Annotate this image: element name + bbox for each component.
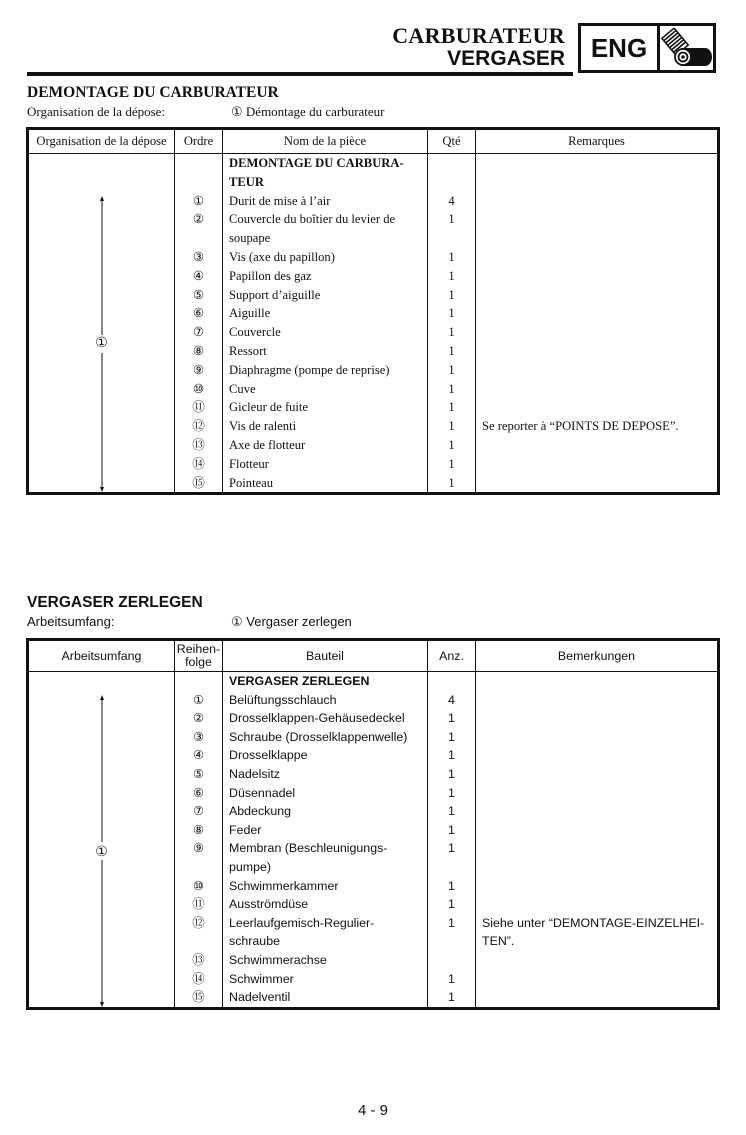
part-name: soupape bbox=[229, 231, 271, 246]
spacer bbox=[428, 154, 475, 173]
section-subtitle-fr bbox=[27, 104, 385, 120]
quantity: 1 bbox=[448, 971, 455, 986]
remark bbox=[476, 895, 717, 914]
remark bbox=[476, 304, 717, 323]
quantity: 4 bbox=[448, 692, 455, 707]
part-name: Belüftungsschlauch bbox=[229, 692, 337, 707]
quantity bbox=[428, 951, 475, 970]
chapter-title-fr: CARBURATEUR bbox=[392, 23, 565, 48]
section-badge-label: ENG bbox=[581, 26, 660, 70]
quantity: 4 bbox=[448, 193, 455, 208]
quantity bbox=[428, 858, 475, 877]
quantity: 1 bbox=[448, 362, 455, 377]
spacer bbox=[428, 672, 475, 691]
part-name: Membran (Beschleunigungs- bbox=[229, 841, 388, 856]
quantity: 1 bbox=[448, 841, 455, 856]
remark bbox=[476, 802, 717, 821]
remark bbox=[476, 323, 717, 342]
order-number: ⑦ bbox=[192, 804, 205, 819]
section-title-de: VERGASER ZERLEGEN bbox=[27, 594, 203, 611]
chapter-title-de: VERGASER bbox=[447, 47, 565, 70]
remark bbox=[476, 248, 717, 267]
spacer bbox=[175, 932, 222, 951]
order-number: ⑨ bbox=[192, 841, 205, 856]
quantity: 1 bbox=[448, 748, 455, 763]
part-name: Ressort bbox=[229, 343, 267, 358]
arrow-down-icon bbox=[100, 1002, 104, 1007]
order-number: ③ bbox=[192, 249, 205, 264]
part-name: pumpe) bbox=[229, 859, 272, 874]
column-header: Remarques bbox=[476, 129, 719, 154]
order-number: ⑩ bbox=[192, 878, 205, 893]
order-number: ⑪ bbox=[192, 897, 205, 912]
section-subtitle-value: ① Démontage du carburateur bbox=[231, 104, 385, 119]
spacer bbox=[175, 672, 222, 691]
part-name: Cuve bbox=[229, 381, 256, 396]
column-header: Qté bbox=[428, 129, 476, 154]
remarks-column bbox=[476, 672, 719, 1009]
column-header: Organisation de la dépose bbox=[28, 129, 175, 154]
quantity: 1 bbox=[448, 766, 455, 781]
order-number: ⑨ bbox=[192, 362, 205, 377]
remark bbox=[476, 286, 717, 305]
remark bbox=[476, 728, 717, 747]
remark bbox=[476, 210, 717, 229]
quantity: 1 bbox=[448, 456, 455, 471]
column-header: Ordre bbox=[175, 129, 223, 154]
part-name: Schwimmer bbox=[229, 971, 294, 986]
quantity-column bbox=[428, 672, 476, 1009]
spacer bbox=[175, 154, 222, 173]
section-subtitle-label: Organisation de la dépose: bbox=[27, 104, 166, 119]
order-number: ⑪ bbox=[192, 400, 205, 415]
section-title-fr: DEMONTAGE DU CARBURATEUR bbox=[27, 84, 279, 101]
parts-table-fr bbox=[26, 127, 720, 495]
order-number: ① bbox=[192, 692, 205, 707]
quantity: 1 bbox=[448, 212, 455, 227]
column-header-line: Reihen- bbox=[176, 642, 221, 656]
group-title: VERGASER ZERLEGEN bbox=[229, 674, 370, 688]
remark bbox=[476, 691, 717, 710]
order-number: ⑤ bbox=[192, 766, 205, 781]
quantity: 1 bbox=[448, 306, 455, 321]
remark bbox=[476, 746, 717, 765]
spacer bbox=[428, 173, 475, 192]
quantity bbox=[428, 229, 475, 248]
spacer bbox=[175, 858, 222, 877]
order-number: ⑮ bbox=[192, 990, 205, 1005]
order-column bbox=[175, 672, 223, 1009]
group-title: TEUR bbox=[229, 174, 264, 189]
remark bbox=[476, 455, 717, 474]
part-name: Feder bbox=[229, 822, 262, 837]
part-name: Pointeau bbox=[229, 475, 274, 490]
parts-table-de bbox=[26, 638, 720, 1010]
order-column bbox=[175, 154, 223, 494]
part-name: Schwimmerkammer bbox=[229, 878, 339, 893]
order-number: ⑫ bbox=[192, 915, 205, 930]
group-label: ① bbox=[95, 842, 108, 859]
quantity: 1 bbox=[448, 287, 455, 302]
table-header-row bbox=[28, 640, 719, 672]
order-number: ⑮ bbox=[192, 475, 205, 490]
spacer bbox=[476, 672, 717, 691]
table-body-row bbox=[28, 672, 719, 1009]
part-name: Flotteur bbox=[229, 456, 269, 471]
order-number: ⑭ bbox=[192, 971, 205, 986]
order-number: ⑥ bbox=[192, 306, 205, 321]
quantity: 1 bbox=[448, 475, 455, 490]
arrow-up-icon bbox=[100, 196, 104, 201]
order-number: ① bbox=[192, 193, 205, 208]
part-name: Vis (axe du papillon) bbox=[229, 249, 335, 264]
remark bbox=[476, 229, 717, 248]
engine-icon bbox=[660, 26, 713, 70]
remark bbox=[476, 342, 717, 361]
part-name: Nadelventil bbox=[229, 990, 291, 1005]
order-number: ⑧ bbox=[192, 822, 205, 837]
spacer bbox=[476, 173, 717, 192]
order-number: ② bbox=[192, 711, 205, 726]
remark bbox=[476, 988, 717, 1007]
remark bbox=[476, 267, 717, 286]
remark bbox=[476, 839, 717, 858]
part-name-column bbox=[223, 154, 428, 494]
remark bbox=[476, 192, 717, 211]
order-number: ② bbox=[192, 212, 205, 227]
spacer bbox=[175, 173, 222, 192]
part-name: Couvercle du boîtier du levier de bbox=[229, 212, 396, 227]
quantity: 1 bbox=[448, 729, 455, 744]
quantity: 1 bbox=[448, 249, 455, 264]
column-header: Bemerkungen bbox=[476, 640, 719, 672]
section-badge bbox=[578, 23, 716, 73]
part-name: Diaphragme (pompe de reprise) bbox=[229, 362, 390, 377]
quantity-column bbox=[428, 154, 476, 494]
part-name: Abdeckung bbox=[229, 804, 292, 819]
quantity: 1 bbox=[448, 897, 455, 912]
quantity: 1 bbox=[448, 990, 455, 1005]
group-title: DEMONTAGE DU CARBURA- bbox=[229, 156, 404, 170]
quantity: 1 bbox=[448, 437, 455, 452]
column-header-line: folge bbox=[185, 655, 212, 669]
part-name: Drosselklappe bbox=[229, 748, 308, 763]
column-header: Nom de la pièce bbox=[223, 129, 428, 154]
part-name: Nadelsitz bbox=[229, 766, 280, 781]
order-number: ⑦ bbox=[192, 325, 205, 340]
remark bbox=[476, 877, 717, 896]
part-name: Gicleur de fuite bbox=[229, 400, 309, 415]
part-name: Durit de mise à l’air bbox=[229, 193, 331, 208]
spacer bbox=[476, 154, 717, 173]
remark bbox=[476, 821, 717, 840]
quantity: 1 bbox=[448, 785, 455, 800]
group-column bbox=[28, 154, 175, 494]
order-number: ④ bbox=[192, 748, 205, 763]
header-rule bbox=[27, 72, 573, 76]
quantity: 1 bbox=[448, 711, 455, 726]
order-number: ③ bbox=[192, 729, 205, 744]
quantity: 1 bbox=[448, 419, 455, 434]
remark bbox=[476, 784, 717, 803]
part-name-column bbox=[223, 672, 428, 1009]
remark bbox=[476, 361, 717, 380]
section-subtitle-value: ① Vergaser zerlegen bbox=[231, 614, 352, 629]
order-number: ⑬ bbox=[192, 952, 205, 967]
remark: TEN”. bbox=[482, 934, 515, 949]
remark: Se reporter à “POINTS DE DEPOSE”. bbox=[482, 419, 679, 434]
quantity: 1 bbox=[448, 268, 455, 283]
group-label: ① bbox=[95, 335, 108, 351]
remark bbox=[476, 436, 717, 455]
quantity: 1 bbox=[448, 915, 455, 930]
remark bbox=[476, 765, 717, 784]
part-name: Couvercle bbox=[229, 325, 281, 340]
part-name: Vis de ralenti bbox=[229, 419, 297, 434]
arrow-up-icon bbox=[100, 695, 104, 700]
part-name: Ausströmdüse bbox=[229, 897, 309, 912]
remark bbox=[476, 951, 717, 970]
remark bbox=[476, 380, 717, 399]
group-column bbox=[28, 672, 175, 1009]
quantity bbox=[428, 932, 475, 951]
part-name: Düsennadel bbox=[229, 785, 296, 800]
order-number: ⑩ bbox=[192, 381, 205, 396]
remarks-column bbox=[476, 154, 719, 494]
part-name: Papillon des gaz bbox=[229, 268, 312, 283]
quantity: 1 bbox=[448, 381, 455, 396]
remark: Siehe unter “DEMONTAGE-EINZELHEI- bbox=[482, 915, 705, 930]
order-number: ⑭ bbox=[192, 456, 205, 471]
section-subtitle-de bbox=[27, 614, 352, 629]
table-body-row bbox=[28, 154, 719, 494]
remark bbox=[476, 709, 717, 728]
order-number: ④ bbox=[192, 268, 205, 283]
arrow-down-icon bbox=[100, 487, 104, 492]
spacer bbox=[175, 229, 222, 248]
part-name: Drosselklappen-Gehäusedeckel bbox=[229, 711, 405, 726]
part-name: schraube bbox=[229, 934, 280, 949]
remark bbox=[476, 474, 717, 493]
order-number: ⑥ bbox=[192, 785, 205, 800]
column-header: Bauteil bbox=[223, 640, 428, 672]
quantity: 1 bbox=[448, 822, 455, 837]
quantity: 1 bbox=[448, 804, 455, 819]
quantity: 1 bbox=[448, 400, 455, 415]
quantity: 1 bbox=[448, 325, 455, 340]
part-name: Axe de flotteur bbox=[229, 437, 306, 452]
order-number: ⑫ bbox=[192, 419, 205, 434]
order-number: ⑧ bbox=[192, 343, 205, 358]
remark bbox=[476, 858, 717, 877]
remark bbox=[476, 970, 717, 989]
column-header: Anz. bbox=[428, 640, 476, 672]
column-header: Arbeitsumfang bbox=[28, 640, 175, 672]
quantity: 1 bbox=[448, 343, 455, 358]
column-header bbox=[175, 640, 223, 672]
order-number: ⑤ bbox=[192, 287, 205, 302]
remark bbox=[476, 398, 717, 417]
page-number: 4 - 9 bbox=[357, 1102, 388, 1119]
part-name: Support d’aiguille bbox=[229, 287, 321, 302]
chapter-title bbox=[392, 24, 565, 70]
section-subtitle-label: Arbeitsumfang: bbox=[27, 614, 115, 629]
part-name: Schraube (Drosselklappenwelle) bbox=[229, 729, 408, 744]
part-name: Aiguille bbox=[229, 306, 271, 321]
order-number: ⑬ bbox=[192, 437, 205, 452]
quantity: 1 bbox=[448, 878, 455, 893]
part-name: Schwimmerachse bbox=[229, 952, 327, 967]
table-header-row bbox=[28, 129, 719, 154]
part-name: Leerlaufgemisch-Regulier- bbox=[229, 915, 375, 930]
